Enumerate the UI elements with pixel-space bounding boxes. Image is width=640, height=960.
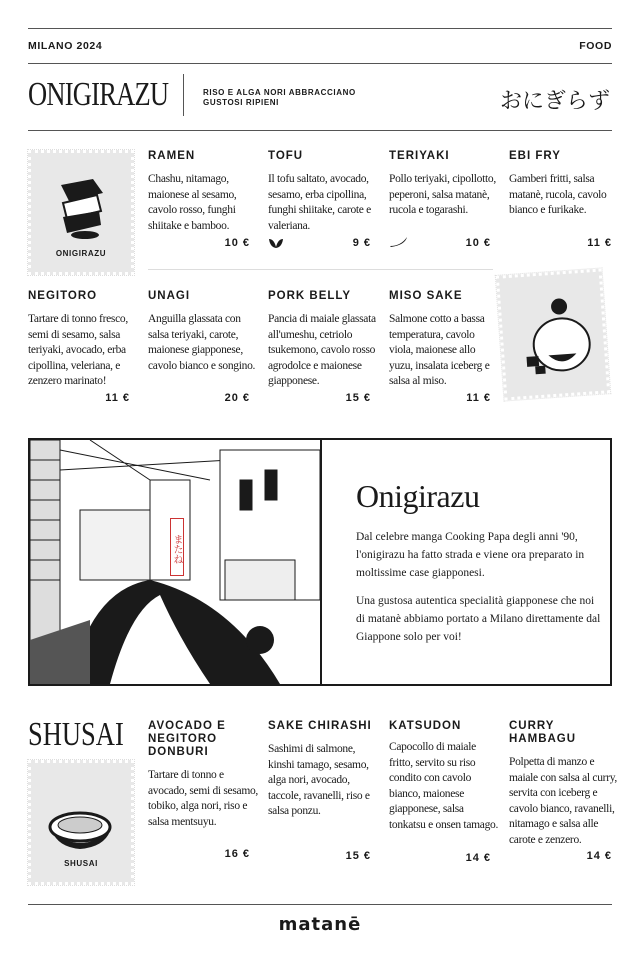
price: 11 € [587,237,612,249]
menu-item-ebi-fry: EBI FRY Gamberi fritti, salsa matanè, rucola, cavolo bianco e furikake. [509,150,607,216]
divider [183,74,184,116]
brand-logo: matanē [278,914,362,935]
top-rule [28,28,612,29]
shusai-title: SHUSAI [28,716,124,753]
stamp-label: ONIGIRAZU [55,249,107,258]
onigirazu-icon [53,175,113,245]
menu-item-unagi: UNAGI Anguilla glassata con salsa teriyaki, carote, maionese giapponese, cavolo bianco e songino. [148,290,256,372]
menu-item-teriyaki: TERIYAKI Pollo teriyaki, cipollotto, peperoni, salsa matanè, rucola e togarashi. [389,150,496,216]
price: 20 € [224,392,250,404]
shusai-stamp [28,760,134,885]
manga-street-illustration [30,440,322,684]
menu-item-pork-belly: PORK BELLY Pancia di maiale glassata all'umeshu, cetriolo tsukemono, cavolo rosso agrodolce e maionese giapponese. [268,290,376,387]
menu-item-sake-chirashi: SAKE CHIRASHI Sashimi di salmone, kinshi tamago, sesamo, alga nori, avocado, taccole, ravanelli, riso e salsa ponzu. [268,720,372,817]
chili-pepper-icon [389,236,409,248]
menu-item-avocado-negitoro-donburi: AVOCADO E NEGITORO DONBURI Tartare di tonno e avocado, semi di sesamo, tobiko, alga nori, riso e salsa mentsuyu. [148,720,259,828]
price: 9 € [352,237,371,249]
price: 15 € [345,392,371,404]
menu-item-miso-sake: MISO SAKE Salmone cotto a bassa temperatura, cavolo viola, maionese allo yuzu, insalata iceberg e salsa al miso. [389,290,490,387]
header-bottom-rule [28,130,612,131]
onigirazu-stamp [28,150,134,275]
tagline: RISO E ALGA NORI ABBRACCIANO GUSTOSI RIPIENI [203,88,356,107]
story-paragraph-2: Una gustosa autentica specialità giapponese che noi di matanè abbiamo portato a Milano direttamente dal Giappone solo per voi! [356,595,601,643]
row-divider [148,269,493,270]
page-title: ONIGIRAZU [28,76,169,113]
section-label: FOOD [579,40,612,52]
price: 14 € [465,852,491,864]
price: 10 € [224,237,250,249]
story-paragraph-1: Dal celebre manga Cooking Papa degli anni '90, l'onigirazu ha fatto strada e viene ora preparato in moltissime case giapponesi. [356,531,585,579]
shop-sign: またね [170,518,184,576]
price: 11 € [466,392,491,404]
price: 10 € [465,237,491,249]
menu-item-negitoro: NEGITORO Tartare di tonno fresco, semi di sesamo, salsa teriyaki, avocado, erba cipollina, veleriana, e zenzero marinato! [28,290,128,387]
vegan-leaf-icon [268,237,284,249]
footer-rule [28,904,612,905]
menu-item-curry-hambagu: CURRY HAMBAGU Polpetta di manzo e maiale con salsa al curry, servita con iceberg e cavolo bianco, ravanelli, nitamago e salsa alle carote e zenzero. [509,720,617,846]
price: 15 € [345,850,371,862]
donburi-bowl-icon [46,807,116,857]
character-stamp [496,268,610,400]
story-title: Onigirazu [356,478,480,514]
location-label: MILANO 2024 [28,40,103,52]
onigiri-character-icon [508,282,605,388]
header-rule [28,63,612,64]
menu-item-tofu: TOFU Il tofu saltato, avocado, sesamo, erba cipollina, funghi shiitake, carote e valeriana. [268,150,371,232]
stamp-label: SHUSAI [64,859,98,868]
price: 14 € [586,850,612,862]
price: 11 € [105,392,130,404]
price: 16 € [224,848,250,860]
menu-item-ramen: RAMEN Chashu, nitamago, maionese al sesamo, cavolo rosso, funghi shiitake e bamboo. [148,150,237,232]
japanese-title: おにぎらず [499,89,610,114]
menu-item-katsudon: KATSUDON Capocollo di maiale fritto, servito su riso condito con cavolo bianco, maionese giapponese, salsa tonkatsu e onsen tamago. [389,720,499,831]
